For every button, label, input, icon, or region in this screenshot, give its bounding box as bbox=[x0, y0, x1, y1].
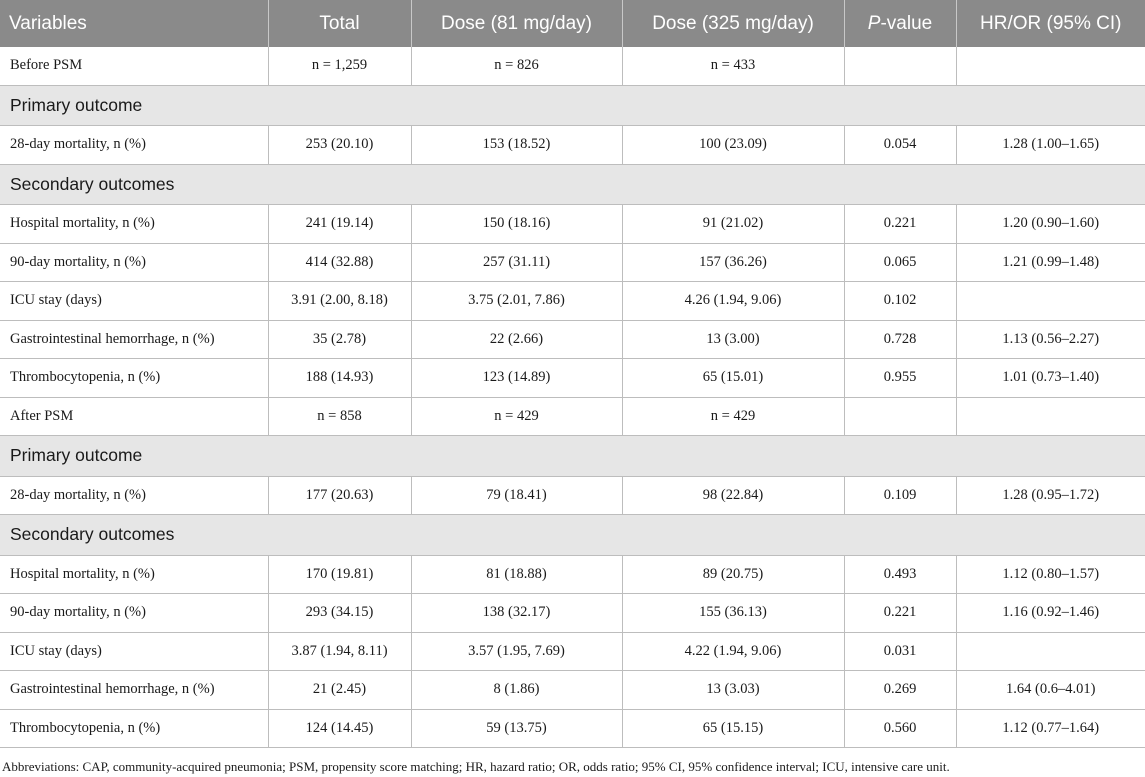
cell-p-value: 0.054 bbox=[844, 126, 956, 165]
cell-dose-81: 123 (14.89) bbox=[411, 359, 622, 398]
table-footnote: Abbreviations: CAP, community-acquired pneumonia; PSM, propensity score matching; HR, hazard ratio; OR, odds ratio; 95% CI, 95% confidence interval; ICU, intensive care unit. bbox=[2, 759, 950, 774]
cell-total: 414 (32.88) bbox=[268, 243, 411, 282]
cell-dose-325: 4.26 (1.94, 9.06) bbox=[622, 282, 844, 321]
cell-dose-325: 98 (22.84) bbox=[622, 476, 844, 515]
section-row bbox=[0, 436, 1145, 477]
cell-p-value: 0.728 bbox=[844, 320, 956, 359]
section-row bbox=[0, 85, 1145, 126]
cell-p-value: 0.102 bbox=[844, 282, 956, 321]
cell-total: 3.91 (2.00, 8.18) bbox=[268, 282, 411, 321]
section-label: Primary outcome bbox=[0, 85, 1145, 126]
cell-hr-or: 1.28 (0.95–1.72) bbox=[956, 476, 1145, 515]
header-dose-81: Dose (81 mg/day) bbox=[411, 0, 622, 47]
table-row bbox=[0, 555, 1145, 594]
cell-dose-325: n = 433 bbox=[622, 47, 844, 85]
header-p-value bbox=[844, 0, 956, 47]
section-label: Secondary outcomes bbox=[0, 164, 1145, 205]
cell-total: 177 (20.63) bbox=[268, 476, 411, 515]
table-row bbox=[0, 671, 1145, 710]
table-row bbox=[0, 47, 1145, 85]
cell-p-value: 0.269 bbox=[844, 671, 956, 710]
cell-total: 241 (19.14) bbox=[268, 205, 411, 244]
cell-total: 124 (14.45) bbox=[268, 709, 411, 748]
cell-hr-or: 1.28 (1.00–1.65) bbox=[956, 126, 1145, 165]
table-row bbox=[0, 205, 1145, 244]
cell-total: 3.87 (1.94, 8.11) bbox=[268, 632, 411, 671]
cell-p-value bbox=[844, 47, 956, 85]
table-row bbox=[0, 126, 1145, 165]
cell-dose-325: 65 (15.15) bbox=[622, 709, 844, 748]
cell-dose-81: 153 (18.52) bbox=[411, 126, 622, 165]
cell-dose-81: 22 (2.66) bbox=[411, 320, 622, 359]
cell-p-value: 0.109 bbox=[844, 476, 956, 515]
cell-hr-or: 1.01 (0.73–1.40) bbox=[956, 359, 1145, 398]
cell-p-value: 0.031 bbox=[844, 632, 956, 671]
cell-hr-or: 1.13 (0.56–2.27) bbox=[956, 320, 1145, 359]
cell-total: n = 1,259 bbox=[268, 47, 411, 85]
table-header bbox=[0, 0, 1145, 47]
cell-total: 188 (14.93) bbox=[268, 359, 411, 398]
section-row bbox=[0, 164, 1145, 205]
cell-dose-81: 257 (31.11) bbox=[411, 243, 622, 282]
cell-dose-325: 157 (36.26) bbox=[622, 243, 844, 282]
cell-variable: ICU stay (days) bbox=[0, 632, 268, 671]
cell-variable: ICU stay (days) bbox=[0, 282, 268, 321]
table-body bbox=[0, 47, 1145, 748]
table-row bbox=[0, 476, 1145, 515]
section-label: Primary outcome bbox=[0, 436, 1145, 477]
header-p-suffix: -value bbox=[880, 12, 933, 34]
cell-dose-325: 13 (3.00) bbox=[622, 320, 844, 359]
cell-dose-325: 4.22 (1.94, 9.06) bbox=[622, 632, 844, 671]
cell-p-value: 0.493 bbox=[844, 555, 956, 594]
cell-hr-or bbox=[956, 47, 1145, 85]
cell-hr-or: 1.12 (0.77–1.64) bbox=[956, 709, 1145, 748]
table-row bbox=[0, 709, 1145, 748]
cell-dose-81: 3.57 (1.95, 7.69) bbox=[411, 632, 622, 671]
cell-hr-or bbox=[956, 397, 1145, 436]
cell-hr-or: 1.16 (0.92–1.46) bbox=[956, 594, 1145, 633]
cell-dose-81: 79 (18.41) bbox=[411, 476, 622, 515]
cell-p-value: 0.221 bbox=[844, 594, 956, 633]
cell-dose-81: 3.75 (2.01, 7.86) bbox=[411, 282, 622, 321]
cell-variable: Gastrointestinal hemorrhage, n (%) bbox=[0, 671, 268, 710]
cell-dose-325: 100 (23.09) bbox=[622, 126, 844, 165]
cell-total: 170 (19.81) bbox=[268, 555, 411, 594]
cell-dose-325: 65 (15.01) bbox=[622, 359, 844, 398]
cell-variable: Thrombocytopenia, n (%) bbox=[0, 709, 268, 748]
header-total: Total bbox=[268, 0, 411, 47]
cell-dose-81: 138 (32.17) bbox=[411, 594, 622, 633]
cell-variable: Hospital mortality, n (%) bbox=[0, 205, 268, 244]
section-label: Secondary outcomes bbox=[0, 515, 1145, 556]
cell-dose-325: 13 (3.03) bbox=[622, 671, 844, 710]
cell-total: n = 858 bbox=[268, 397, 411, 436]
cell-variable: Thrombocytopenia, n (%) bbox=[0, 359, 268, 398]
cell-variable: 90-day mortality, n (%) bbox=[0, 243, 268, 282]
cell-p-value: 0.221 bbox=[844, 205, 956, 244]
cell-dose-81: 8 (1.86) bbox=[411, 671, 622, 710]
table-row bbox=[0, 397, 1145, 436]
cell-total: 35 (2.78) bbox=[268, 320, 411, 359]
cell-variable: Before PSM bbox=[0, 47, 268, 85]
table-row bbox=[0, 282, 1145, 321]
cell-hr-or: 1.64 (0.6–4.01) bbox=[956, 671, 1145, 710]
cell-dose-81: n = 826 bbox=[411, 47, 622, 85]
cell-total: 293 (34.15) bbox=[268, 594, 411, 633]
table-row bbox=[0, 632, 1145, 671]
cell-dose-81: 150 (18.16) bbox=[411, 205, 622, 244]
cell-total: 253 (20.10) bbox=[268, 126, 411, 165]
cell-variable: After PSM bbox=[0, 397, 268, 436]
table-row bbox=[0, 243, 1145, 282]
cell-variable: Hospital mortality, n (%) bbox=[0, 555, 268, 594]
cell-p-value bbox=[844, 397, 956, 436]
cell-p-value: 0.560 bbox=[844, 709, 956, 748]
cell-total: 21 (2.45) bbox=[268, 671, 411, 710]
header-hr-or: HR/OR (95% CI) bbox=[956, 0, 1145, 47]
cell-dose-325: 91 (21.02) bbox=[622, 205, 844, 244]
cell-dose-325: 155 (36.13) bbox=[622, 594, 844, 633]
cell-dose-81: 59 (13.75) bbox=[411, 709, 622, 748]
table-row bbox=[0, 320, 1145, 359]
cell-hr-or: 1.20 (0.90–1.60) bbox=[956, 205, 1145, 244]
cell-variable: 28-day mortality, n (%) bbox=[0, 476, 268, 515]
cell-variable: 28-day mortality, n (%) bbox=[0, 126, 268, 165]
cell-hr-or bbox=[956, 632, 1145, 671]
cell-dose-325: 89 (20.75) bbox=[622, 555, 844, 594]
table-row bbox=[0, 359, 1145, 398]
table-row bbox=[0, 594, 1145, 633]
header-row bbox=[0, 0, 1145, 47]
cell-p-value: 0.955 bbox=[844, 359, 956, 398]
header-dose-325: Dose (325 mg/day) bbox=[622, 0, 844, 47]
cell-dose-325: n = 429 bbox=[622, 397, 844, 436]
header-p-letter: P bbox=[867, 12, 881, 34]
cell-p-value: 0.065 bbox=[844, 243, 956, 282]
cell-dose-81: 81 (18.88) bbox=[411, 555, 622, 594]
cell-variable: 90-day mortality, n (%) bbox=[0, 594, 268, 633]
cell-variable: Gastrointestinal hemorrhage, n (%) bbox=[0, 320, 268, 359]
section-row bbox=[0, 515, 1145, 556]
header-variables: Variables bbox=[0, 0, 268, 47]
cell-hr-or: 1.21 (0.99–1.48) bbox=[956, 243, 1145, 282]
cell-hr-or: 1.12 (0.80–1.57) bbox=[956, 555, 1145, 594]
cell-hr-or bbox=[956, 282, 1145, 321]
cell-dose-81: n = 429 bbox=[411, 397, 622, 436]
